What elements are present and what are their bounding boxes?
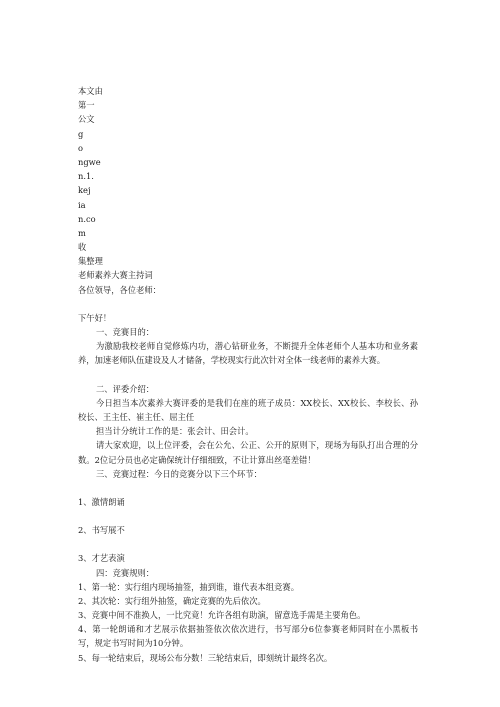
list-item: 1、激情朗诵 (78, 496, 125, 507)
rule-item: 4、第一轮朗诵和才艺展示依据抽签依次依次进行，书写部分6位参赛老师同时在小黑板书写，规定书写时间为10分钟。 (78, 624, 418, 649)
list-item: 2、书写展不 (78, 525, 125, 536)
header-line: ia (78, 199, 86, 210)
header-line: 公文 (78, 114, 95, 125)
header-line: 集整理 (78, 256, 103, 267)
document-page (78, 84, 418, 665)
header-line: 本文由 (78, 86, 103, 96)
rule-item: 1、第一轮：实行组内现场抽签，抽到谁，谁代表本组竞赛。 (78, 581, 299, 592)
header-line: 收 (78, 242, 87, 253)
welcome-paragraph: 请大家欢迎，以上位评委，会在公允、公正、公开的原则下，现场为每队打出合理的分数。2位记分员也必定确保统计仔细细致，不让计算出丝毫差错！ (78, 440, 418, 465)
source-header (78, 84, 418, 268)
section-heading: 二、评委介绍： (96, 383, 155, 394)
rule-item: 3、竞赛中间不准换人，一比究竟！允许各组有助演，留意选手需是主要角色。 (78, 610, 366, 621)
header-line: n.1. (78, 171, 94, 182)
section-heading: 一、竞赛目的： (96, 327, 155, 337)
rule-item: 2、其次轮：实行组外抽签，确定竞赛的先后依次。 (78, 595, 266, 606)
section-heading: 四：竞赛规则： (96, 567, 155, 578)
opening: 下午好！ (78, 312, 112, 323)
header-line: o (78, 142, 83, 153)
judges-paragraph: 今日担当本次素养大赛评委的是我们在座的班子成员：XX校长、XX校长、李校长、孙校长、王主任、崔主任、屈主任 (78, 397, 418, 422)
section-heading: 三、竞赛过程：今日的竞赛分以下三个环节： (96, 468, 262, 479)
section-body: 为激励我校老师自觉修炼内功，潜心钻研业务，不断提升全体老师个人基本功和业务素养，加速老师队伍建设及人才储备，学校现实行此次针对全体一线老师的素养大赛。 (78, 341, 418, 366)
stats-paragraph: 担当计分统计工作的是：张会计、田会计。 (96, 426, 254, 437)
header-line: m (78, 227, 86, 238)
header-line: ngwe (78, 156, 101, 167)
header-line: 第一 (78, 100, 95, 111)
rule-item: 5、每一轮结束后，现场公布分数！三轮结束后，即刻统计最终名次。 (78, 652, 333, 663)
header-line: g (78, 128, 84, 139)
header-line: n.co (78, 213, 96, 224)
document-title: 老师素养大赛主持词 (78, 270, 153, 281)
greeting: 各位领导，各位老师： (78, 284, 161, 295)
header-line: kej (78, 185, 91, 196)
list-item: 3、才艺表演 (78, 553, 125, 564)
